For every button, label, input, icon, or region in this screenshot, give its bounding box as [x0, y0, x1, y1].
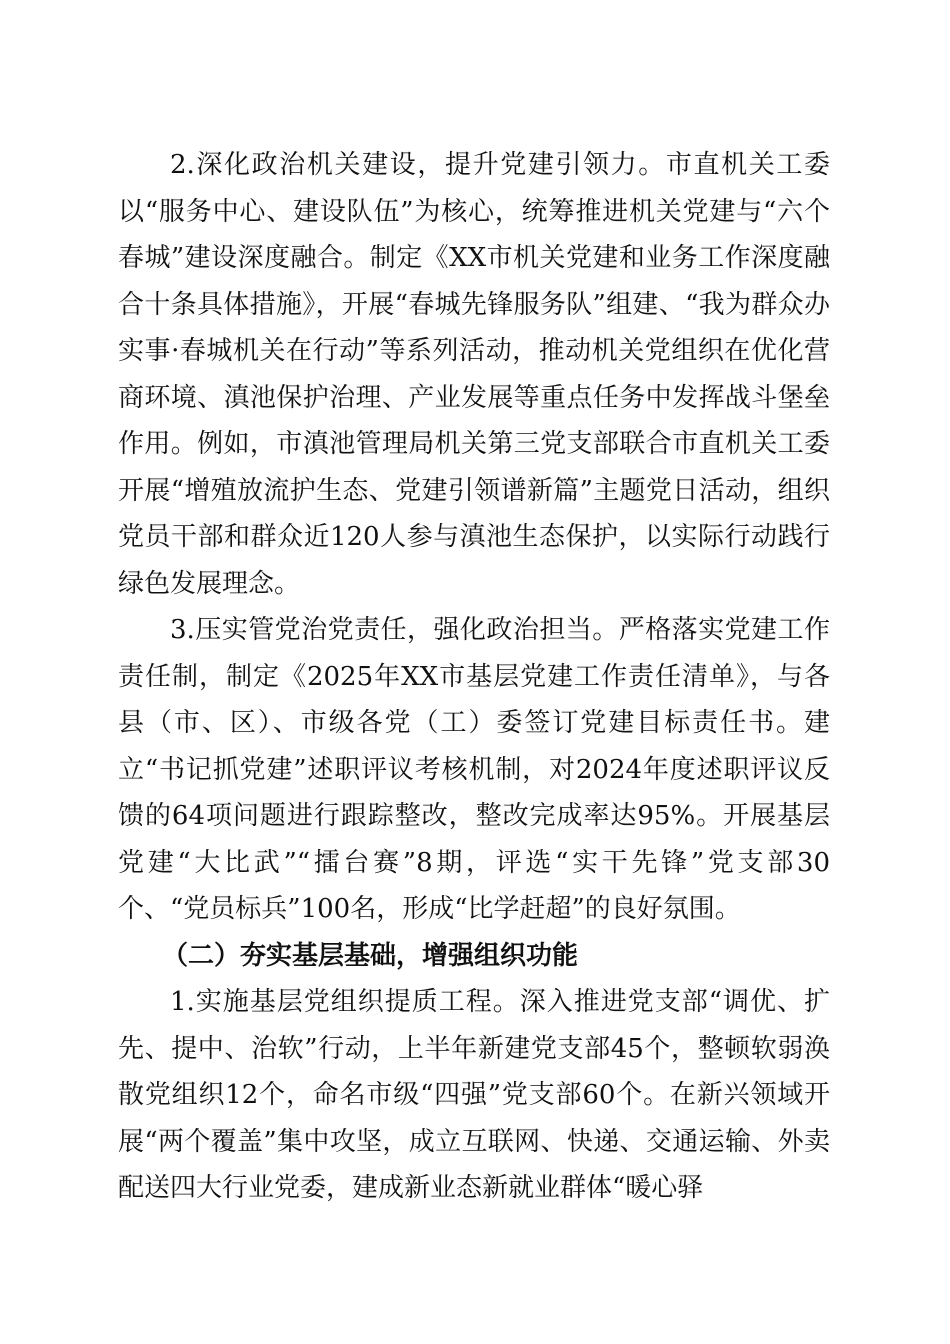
document-body [118, 142, 830, 1212]
section-heading-grassroots: （二）夯实基层基础，增强组织功能 [162, 940, 579, 971]
paragraph-political-organ-building: 2.深化政治机关建设，提升党建引领力。市直机关工委以“服务中心、建设队伍”为核心，统筹推进机关党建与“六个春城”建设深度融合。制定《XX市机关党建和业务工作深度融合十条具体措施》，开展“春城先锋服务队”组建、“我为群众办实事·春城机关在行动”等系列活动，推动机关党组织在优化营商环境、滇池保护治理、产业发展等重点任务中发挥战斗堡垒作用。例如，市滇池管理局机关第三党支部联合市直机关工委开展“增殖放流护生态、党建引领谱新篇”主题党日活动，组织党员干部和群众近120人参与滇池生态保护，以实际行动践行绿色发展理念。 [118, 150, 830, 599]
paragraph-party-responsibility: 3.压实管党治党责任，强化政治担当。严格落实党建工作责任制，制定《2025年XX市基层党建工作责任清单》，与各县（市、区）、市级各党（工）委签订党建目标责任书。建立“书记抓党建”述职评议考核机制，对2024年度述职评议反馈的64项问题进行跟踪整改，整改完成率达95%。开展基层党建“大比武”“擂台赛”8期，评选“实干先锋”党支部30个、“党员标兵”100名，形成“比学赶超”的良好氛围。 [118, 615, 830, 924]
paragraph-grassroots-quality: 1.实施基层党组织提质工程。深入推进党支部“调优、扩先、提中、治软”行动，上半年新建党支部45个，整顿软弱涣散党组织12个，命名市级“四强”党支部60个。在新兴领域开展“两个覆盖”集中攻坚，成立互联网、快递、交通运输、外卖配送四大行业党委，建成新业态新就业群体“暖心驿 [118, 987, 830, 1203]
